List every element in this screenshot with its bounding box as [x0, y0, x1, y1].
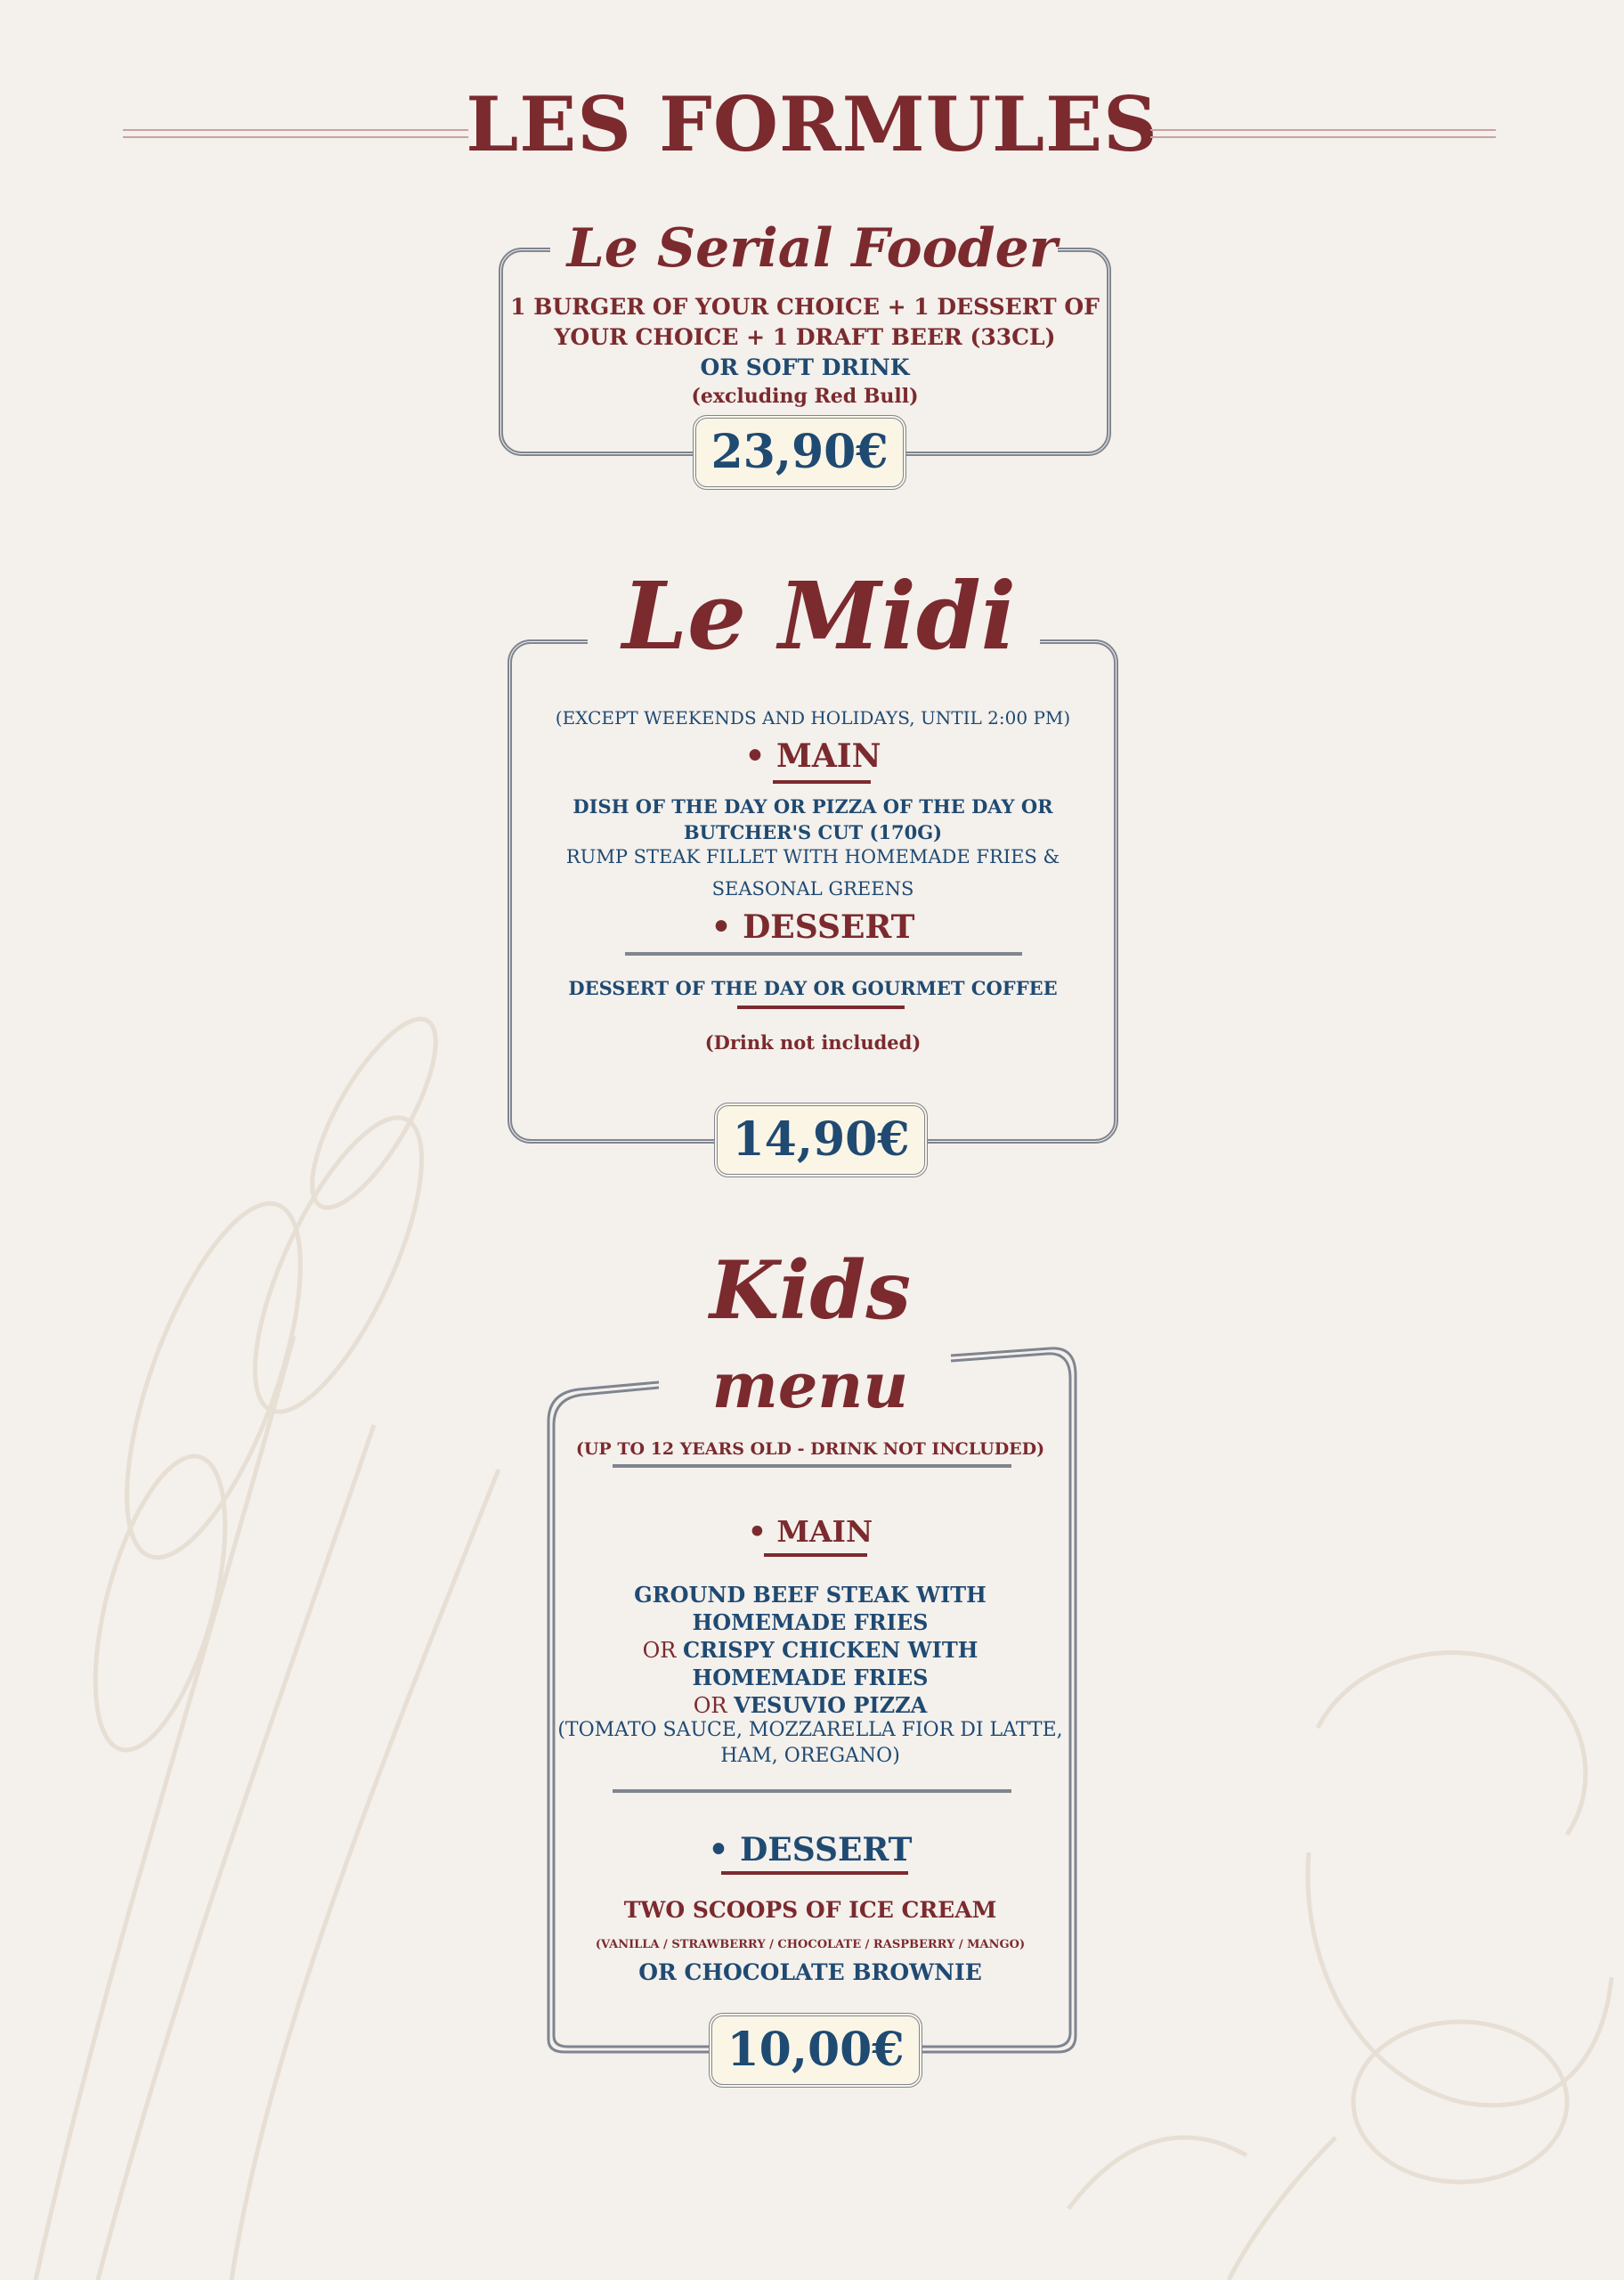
kids-menu-title-line-1: Kids [709, 1243, 911, 1338]
le-midi-note: (EXCEPT WEEKENDS AND HOLIDAYS, UNTIL 2:00 PM) [555, 707, 1071, 729]
le-midi-main-line-3: RUMP STEAK FILLET WITH HOMEMADE FRIES & [565, 846, 1060, 867]
kids-main-or-1: OR [642, 1638, 683, 1663]
serial-fooder-price: 23,90€ [693, 415, 906, 490]
title-rule-right [1150, 129, 1496, 138]
le-midi-price: 14,90€ [714, 1103, 928, 1177]
kids-main-line-3-text: CRISPY CHICKEN WITH [682, 1637, 978, 1663]
kids-main-or-2: OR [693, 1693, 735, 1718]
kids-main-line-3 [543, 1637, 1077, 1663]
kids-dessert-line-1: TWO SCOOPS OF ICE CREAM [623, 1897, 997, 1923]
kids-menu-title-line-2: menu [711, 1348, 909, 1422]
le-midi-main-heading: • MAIN [744, 737, 881, 775]
kids-main-line-6: (TOMATO SAUCE, MOZZARELLA FIOR DI LATTE, [557, 1719, 1063, 1741]
page-title: LES FORMULES [466, 80, 1158, 168]
serial-fooder-line-2: YOUR CHOICE + 1 DRAFT BEER (33CL) [554, 324, 1056, 350]
le-midi-title: Le Midi [621, 561, 1017, 671]
kids-main-line-2: HOMEMADE FRIES [692, 1609, 929, 1635]
le-midi-main-line-4: SEASONAL GREENS [711, 878, 914, 900]
kids-dessert-flavors: (VANILLA / STRAWBERRY / CHOCOLATE / RASPBERRY / MANGO) [595, 1938, 1026, 1951]
le-midi-main-line-2: BUTCHER'S CUT (170G) [683, 821, 943, 843]
serial-fooder-line-3: OR SOFT DRINK [700, 354, 910, 380]
serial-fooder-title: Le Serial Fooder [566, 217, 1058, 280]
serial-fooder-line-1: 1 BURGER OF YOUR CHOICE + 1 DESSERT OF [510, 294, 1100, 320]
kids-dessert-line-2: OR CHOCOLATE BROWNIE [638, 1959, 982, 1985]
kids-main-line-4: HOMEMADE FRIES [692, 1665, 929, 1690]
kids-menu-note: (UP TO 12 YEARS OLD - DRINK NOT INCLUDED) [575, 1439, 1045, 1459]
kids-dessert-heading: • DESSERT [708, 1831, 913, 1869]
kids-main-line-5-text: VESUVIO PIZZA [734, 1692, 928, 1718]
le-midi-dessert-line: DESSERT OF THE DAY OR GOURMET COFFEE [568, 977, 1058, 999]
kids-main-heading: • MAIN [747, 1514, 873, 1549]
le-midi-dessert-heading: • DESSERT [710, 908, 915, 946]
le-midi-drink-note: (Drink not included) [704, 1031, 922, 1054]
serial-fooder-line-4: (excluding Red Bull) [691, 385, 919, 408]
kids-main-line-5 [543, 1692, 1077, 1718]
kids-menu-price: 10,00€ [709, 2013, 922, 2088]
kids-main-line-1: GROUND BEEF STEAK WITH [634, 1582, 987, 1608]
kids-main-line-7: HAM, OREGANO) [720, 1745, 900, 1767]
le-midi-main-line-1: DISH OF THE DAY OR PIZZA OF THE DAY OR [572, 795, 1053, 818]
title-rule-left [123, 129, 468, 138]
